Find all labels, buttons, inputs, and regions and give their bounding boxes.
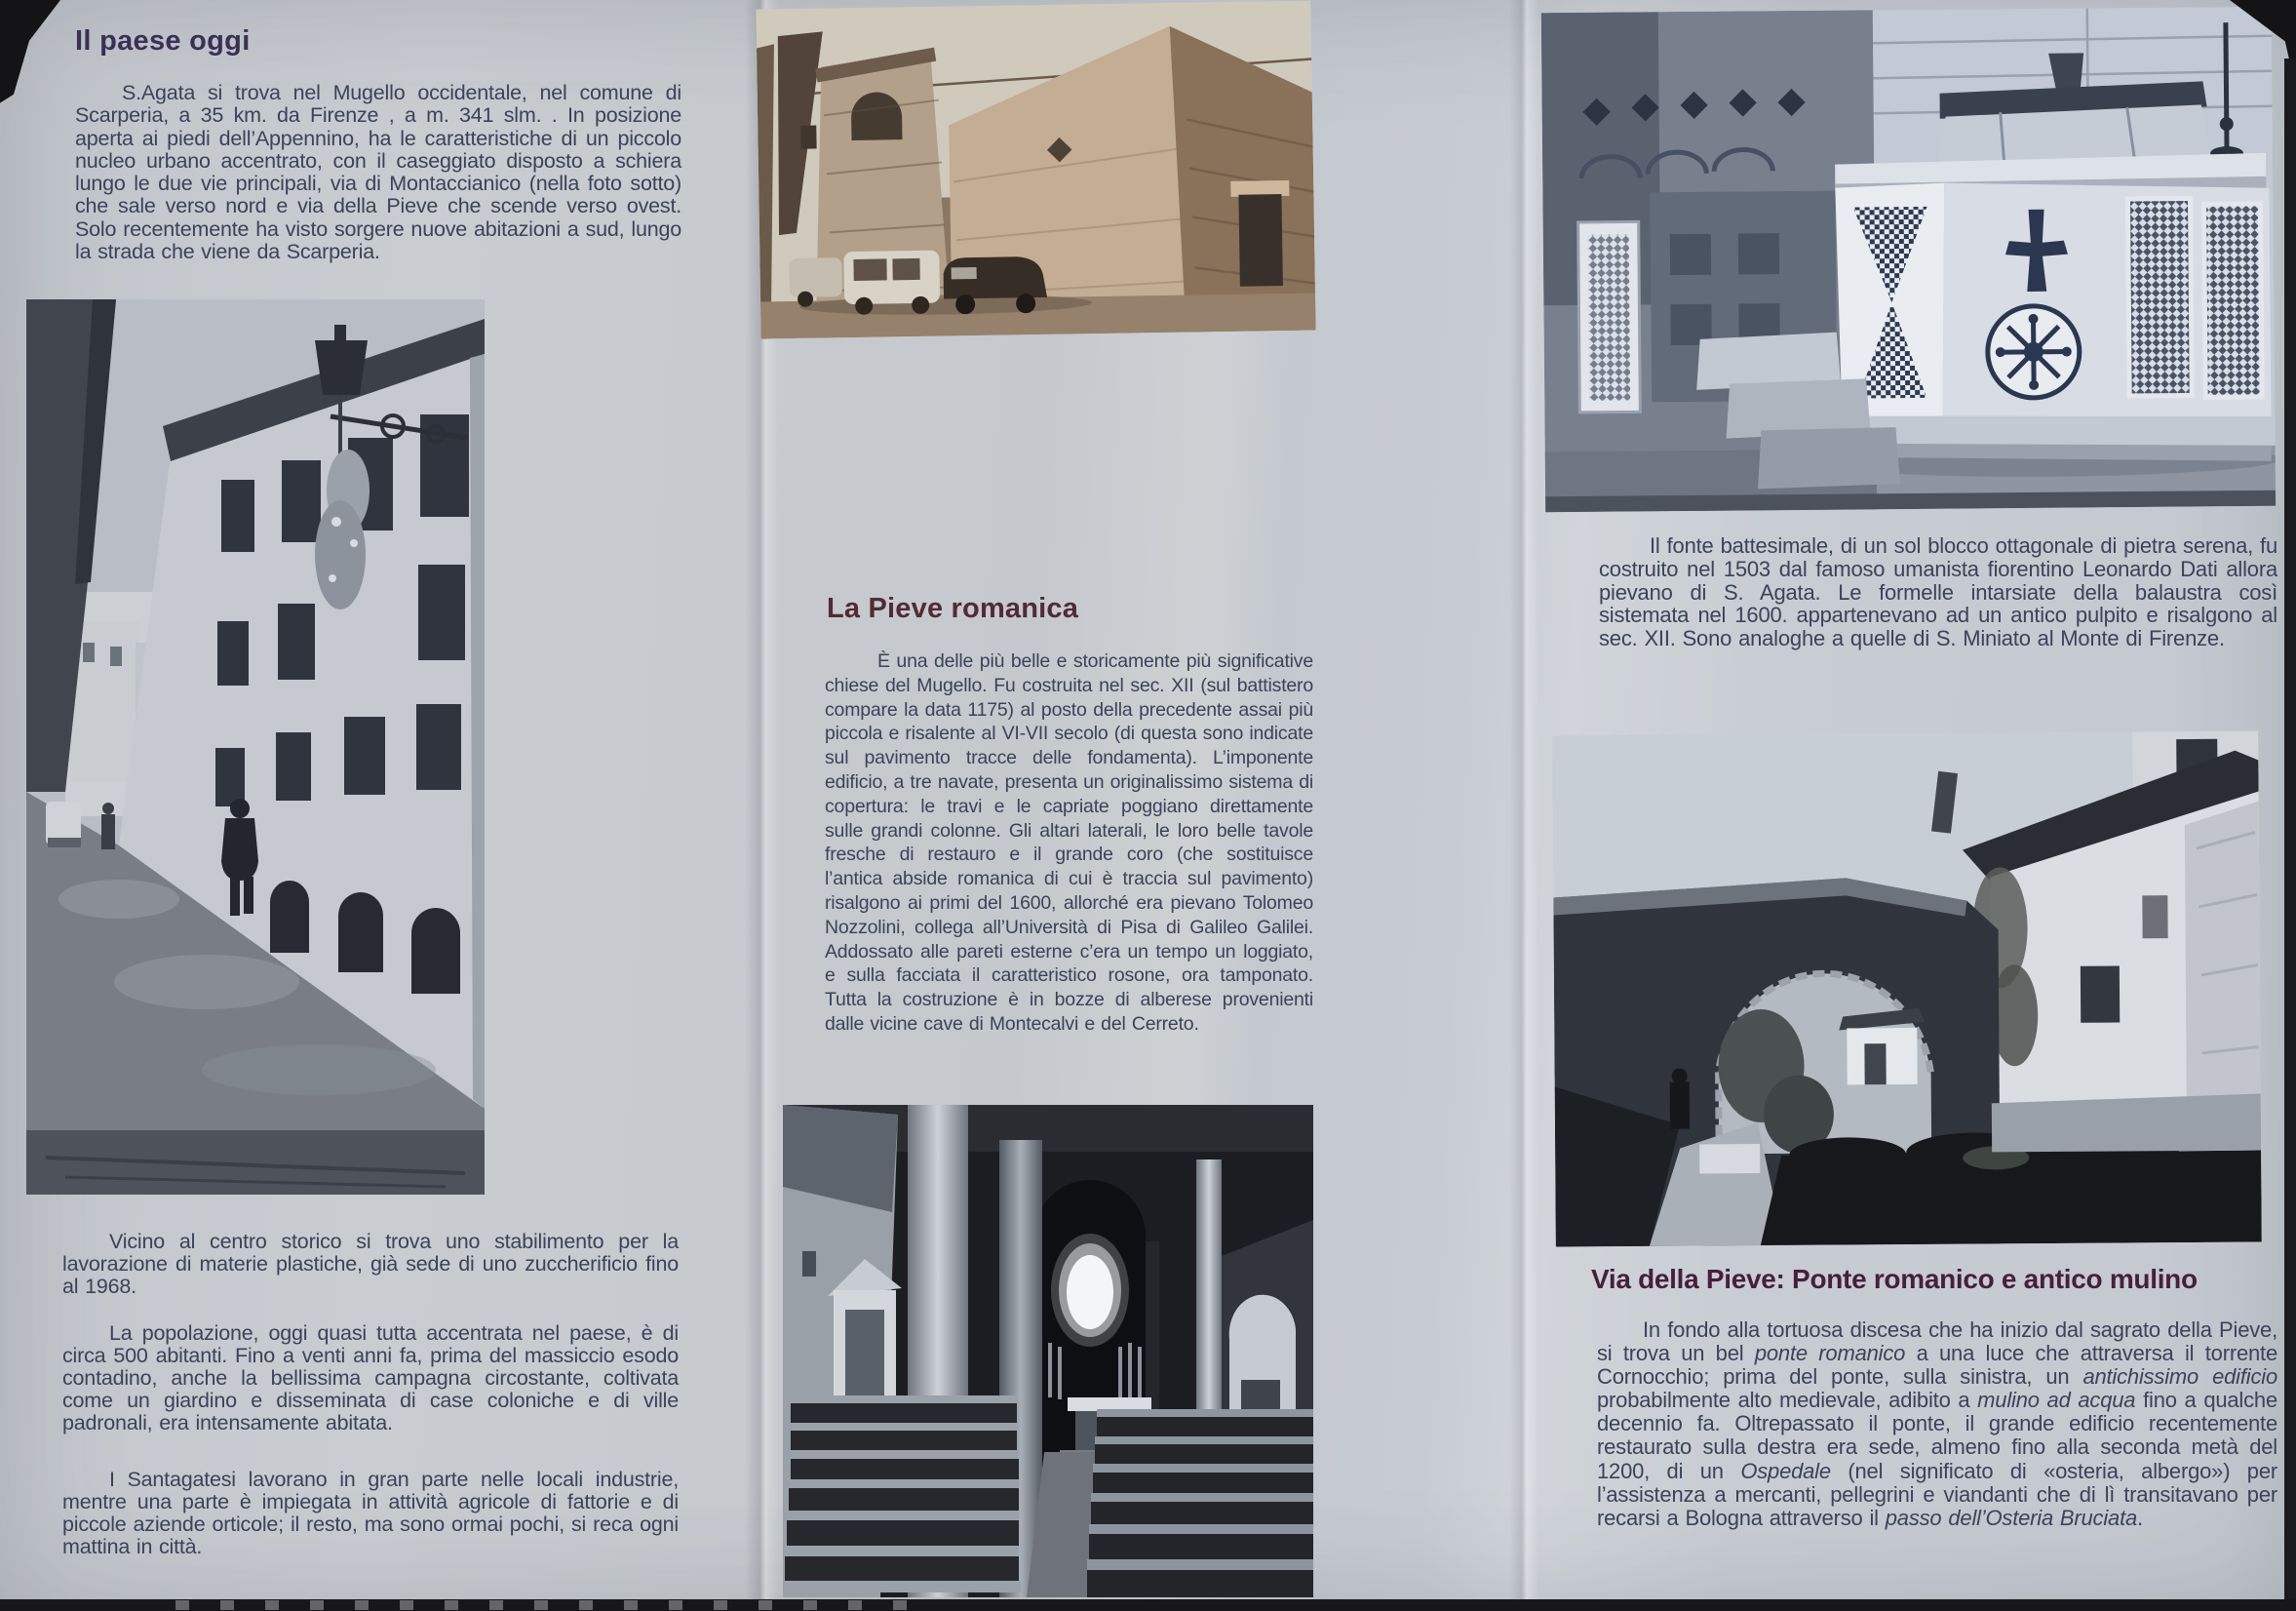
church-interior-art (783, 1105, 1313, 1597)
baptismal-font-art (1541, 7, 2276, 513)
street-photo (26, 299, 485, 1195)
scan-speckles (175, 1600, 916, 1610)
scan-corner-top-left (0, 0, 68, 107)
scan-edge-right (2284, 59, 2296, 1611)
right-para-2: In fondo alla tortuosa discesa che ha inizio dal sagrato della Pieve, si trova un bel ponte romanico a una luce che attraversa il torrente Cornocchio; prima del ponte, sulla sinistra, un antichissimo edificio probabilmente alto medievale, adibito a mulino ad acqua fino a qualche decennio fa. Oltrepassato il ponte, il grande edificio recentemente restaurato sulla destra era sede, almeno fino alla seconda metà del 1200, di un Ospedale (nel significato di «osteria, albergo») per l’assistenza a mercanti, pellegrini e viandanti che di lì transitavano per recarsi a Bologna attraverso il passo dell’Osteria Bruciata. (1597, 1317, 2278, 1530)
right-para-1: Il fonte battesimale, di un sol blocco ottagonale di pietra serena, fu costruito nel 1503 dal famoso umanista fiorentino Leonardo Dati allora pievano di S. Agata. Le formelle intarsiate della balaustra così sistemata nel 1600. appartenevano ad un antico pulpito e risalgono al sec. XII. Sono analoghe a quelle di S. Miniato al Monte di Firenze. (1599, 533, 2277, 651)
street-photo-art (26, 299, 485, 1195)
left-para-3: La popolazione, oggi quasi tutta accentrata nel paese, è di circa 500 abitanti. Fino a venti anni fa, prima del massiccio esodo contadino, anche la bellissima campagna circostante, coltivata come un giardino e disseminata di case coloniche e di ville padronali, era intensamente abitata. (62, 1321, 679, 1434)
church-exterior-art (756, 1, 1315, 339)
middle-heading: La Pieve romanica (827, 593, 1079, 624)
left-para-4: I Santagatesi lavorano in gran parte nelle locali industrie, mentre una parte è impiegata in attività agricole di fattorie e di piccole aziende orticole; il resto, ma sono ormai pochi, si reca ogni mattina in città. (62, 1468, 679, 1558)
left-heading: Il paese oggi (75, 25, 251, 57)
right-heading: Via della Pieve: Ponte romanico e antico mulino (1591, 1264, 2198, 1294)
bridge-photo (1552, 730, 2262, 1246)
fold-crease-right (1509, 0, 1538, 1611)
church-interior-photo (783, 1105, 1313, 1597)
left-para-1: S.Agata si trova nel Mugello occidentale, nel comune di Scarperia, a 35 km. da Firenze , a m. 341 slm. . In posizione aperta ai piedi dell’Appennino, ha le caratteristiche di un piccolo nucleo urbano accentrato, con il caseggiato disposto a schiera lungo le due vie principali, via di Montaccianico (nella foto sotto) che sale verso nord e via della Pieve che scende verso ovest. Solo recentemente ha visto sorgere nuove abitazioni a sud, lungo la strada che viene da Scarperia. (75, 81, 681, 264)
middle-para-1: È una delle più belle e storicamente più significative chiese del Mugello. Fu costruita nel sec. XII (sul battistero compare la data 1175) al posto della precedente assai più piccola e risalente al VI-VII secolo (di questa sono indicate sul pavimento tracce delle fondamenta). L’imponente edificio, a tre navate, presenta un originalissimo sistema di copertura: le travi e le capriate poggiano direttamente sulle grandi colonne. Gli altari laterali, le loro belle tavole fresche di restauro e il grande coro (che sostituisce l’antica abside romanica di cui è traccia sul pavimento) risalgono ai primi del 1600, allorché era pievano Tolomeo Nozzolini, collega all’Università di Pisa di Galileo Galilei. Addossato alle pareti esterne c’era un tempo un loggiato, e sulla facciata il caratteristico rosone, ora tamponato. Tutta la costruzione è in bozze di alberese provenienti dalle vicine cave di Montecalvi e del Cerreto. (825, 650, 1313, 1035)
left-para-2: Vicino al centro storico si trova uno stabilimento per la lavorazione di materie plastiche, già sede di uno zuccherificio fino al 1968. (62, 1230, 679, 1298)
baptismal-font-photo (1541, 7, 2276, 513)
bridge-art (1552, 730, 2262, 1246)
church-exterior-photo (756, 1, 1315, 339)
